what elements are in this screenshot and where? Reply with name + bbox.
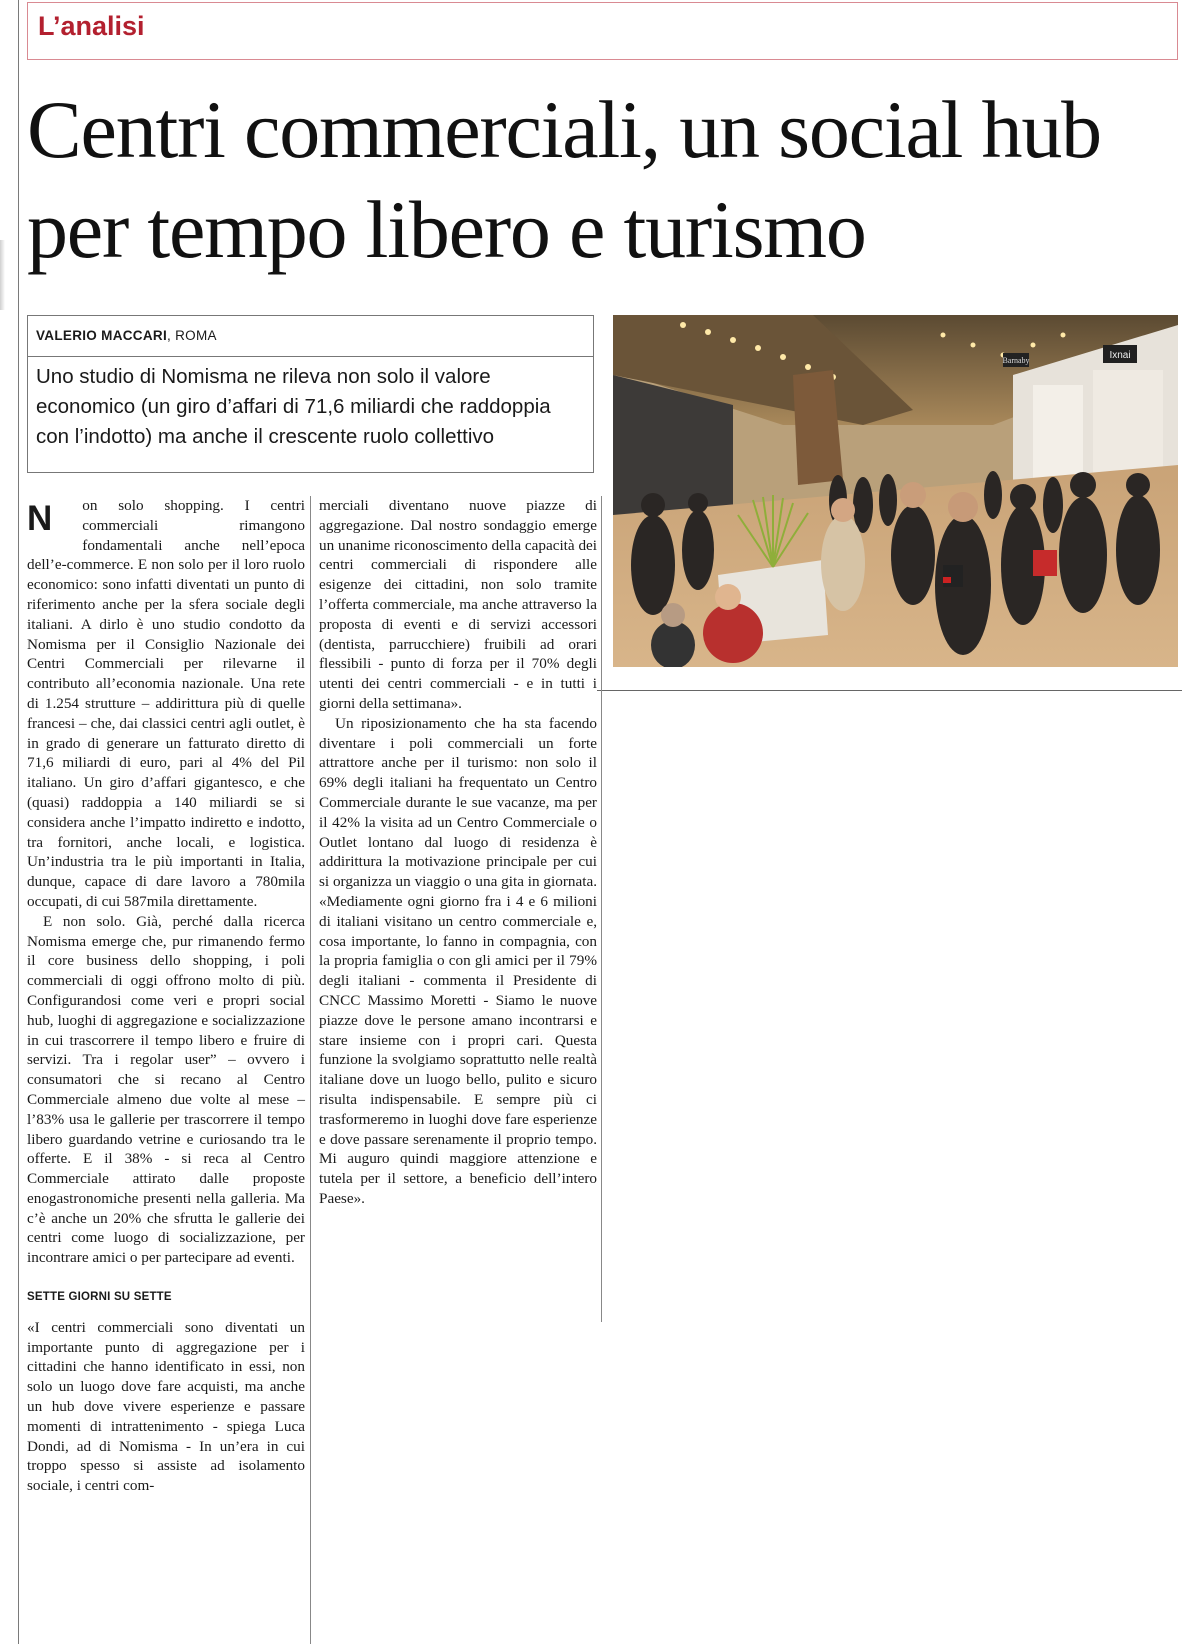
paragraph: Un riposizionamento che ha sta facendo diventare i poli commerciali un forte attrattore anche per il turismo: non solo il 69% degli italiani ha frequentato un Centro Commerciale durante le sue vacanze, ma per il 42% la visita ad un Centro Commerciale o Outlet lontano dal luogo di residenza è addirittura la motivazione principale per cui si organizza un viaggio o una gita in giornata. «Mediamente ogni giorno fra i 4 e 6 milioni di italiani visitano un centro commerciale e, cosa importante, lo fanno in compagnia, con la propria famiglia o con gli amici per il 79% degli italiani - commenta il Presidente di CNCC Massimo Moretti - Siamo le nuove piazze dove le persone amano incontrarsi e stare insieme con i propri cari. Questa funzione la svolgiamo soprattutto nelle realtà italiane dove un luogo bello, pulito e sicuro risulta indispensabile. E sempre più ci trasformeremo in luoghi dove fare esperienze e dove passare serenamente il proprio tempo. Mi auguro quindi maggiore attenzione e tutela per il settore, a beneficio dell’intero Paese». [319, 714, 597, 1207]
byline-box [27, 315, 594, 357]
mall-crowd-photo [613, 315, 1178, 667]
article-photo [613, 315, 1178, 667]
column-divider-1 [310, 496, 311, 1644]
article-column-1 [27, 496, 305, 1496]
section-label: L’analisi [38, 11, 145, 41]
section-header-box [27, 2, 1178, 60]
byline-author: VALERIO MACCARI [36, 328, 167, 343]
paragraph-text: on solo shopping. I centri commerciali rimangono fondamentali anche nell’epoca dell’e-commerce. E non solo per il loro ruolo economico: sono infatti diventati un punto di riferimento anche per la sfera sociale degli italiani. A dirlo è uno studio condotto da Nomisma per il Consiglio Nazionale dei Centri Commerciali per rilevarne il contributo all’economia nazionale. Una rete di 1.254 strutture – addirittura più di quelle francesi – che, dai classici centri agli outlet, è in grado di generare un fatturato diretto di 71,6 miliardi di euro, pari al 4% del Pil italiano. Un giro d’affari gigantesco, e che (quasi) raddoppia a 140 miliardi se si considera anche l’impatto indiretto e indotto, tra fornitori, anche locali, e logistica. Un’industria tra le più importanti in Italia, dunque, capace di dare lavoro a 780mila occupati, di cui 587mila direttamente. [27, 497, 305, 910]
paragraph: merciali diventano nuove piazze di aggregazione. Dal nostro sondaggio emerge un unanime riconoscimento della capacità dei centri commerciali di rispondere alle esigenze dei cittadini, non solo tramite l’offerta commerciale, ma anche attraverso la proposta di eventi e di servizi accessori (dentista, parrucchiere) fruibili ad orari flessibili - punto di forza per il 70% degli utenti dei centri commerciali - e in tutti i giorni della settimana». [319, 497, 597, 712]
paragraph [27, 496, 305, 912]
page-edge-shadow [0, 240, 5, 310]
drop-cap: N [27, 499, 53, 538]
standfirst: Uno studio di Nomisma ne rileva non solo il valore economico (un giro d’affari di 71,6 miliardi che raddoppia con l’indotto) ma anche il crescente ruolo collettivo [36, 365, 551, 448]
subhead: SETTE GIORNI SU SETTE [27, 1291, 172, 1304]
page-left-rule [18, 0, 19, 1644]
paragraph: E non solo. Già, perché dalla ricerca Nomisma emerge che, pur rimanendo fermo il core business dello shopping, i poli commerciali di oggi offrono molto di più. Configurandosi come veri e propri social hub, luoghi di aggregazione e socializzazione in cui trascorrere il tempo libero e fruire di servizi. Tra i regolar user” – ovvero i consumatori che si recano al Centro Commerciale almeno due volte al mese – l’83% usa le gallerie per trascorrere il tempo libero guardando vetrine e curiosando tra le offerte. E il 38% - si reca al Centro Commerciale attirato dalle proposte enogastronomiche presenti nella galleria. Ma c’è anche un 20% che sfrutta le gallerie dei centri come luogo di socializzazione, per incontrare amici o per partecipare ad eventi. [27, 912, 305, 1267]
byline-location: , ROMA [167, 328, 217, 343]
store-sign-barnaby: Barnaby [1002, 356, 1030, 365]
column-divider-2 [601, 496, 602, 1322]
store-sign-ixnai: Ixnai [1109, 350, 1131, 361]
headline: Centri commerciali, un social hub per tempo libero e turismo [27, 84, 1101, 275]
article-column-2 [319, 496, 597, 1209]
byline [36, 328, 217, 343]
standfirst-box [27, 356, 594, 473]
paragraph: «I centri commerciali sono diventati un importante punto di aggregazione per i cittadini che hanno identificato in essi, non solo un luogo dove fare acquisti, ma anche un hub dove vivere esperienze e passare momenti di intrattenimento - spiega Luca Dondi, ad di Nomisma - In un’era in cui troppo spesso si assiste ad isolamento sociale, i centri com- [27, 1318, 305, 1495]
photo-divider [597, 690, 1182, 691]
